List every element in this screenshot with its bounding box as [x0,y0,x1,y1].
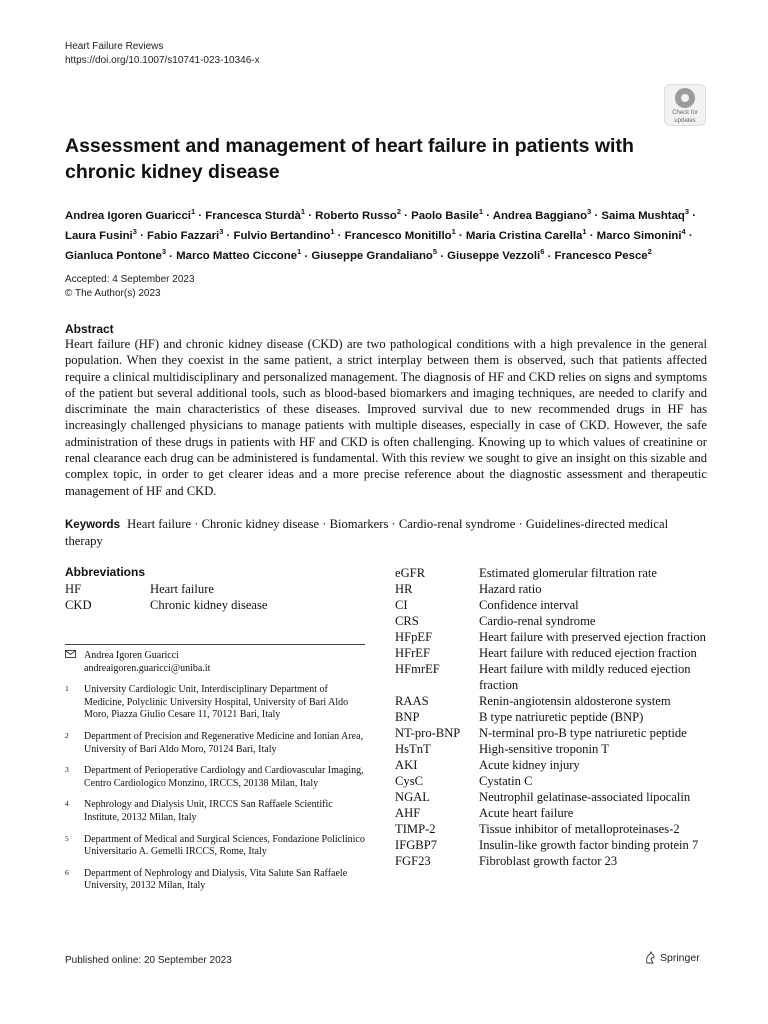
abbreviation-row [395,789,709,805]
affiliation [65,731,365,756]
author-name: Marco Matteo Ciccone$^1$ [176,247,302,263]
author-affiliation-marker: 1 [451,227,456,237]
author-affiliation-marker: 3 [684,207,690,216]
abbreviation-definition: Chronic kidney disease [150,598,268,612]
correspondence-name: Andrea Igoren Guaricci [84,650,179,661]
abbreviation-row [395,741,709,757]
abbreviation-definition: Hazard ratio [479,582,542,596]
keywords-text: Heart failure · Chronic kidney disease · Biomarkers · Cardio-renal syndrome · Guidelines-directed medical therapy [65,517,669,549]
author-affiliation-marker: 4 [681,227,686,237]
affiliation [65,834,365,859]
doi-link[interactable]: https://doi.org/10.1007/s10741-023-10346-x [65,55,260,66]
author-name: Marco Simonini$^4$ [596,227,686,243]
abbreviation-definition: B type natriuretic peptide (BNP) [479,710,644,724]
abbreviations-heading: Abbreviations [65,565,146,579]
affiliation-number: 6 [65,867,69,877]
author-name: Gianluca Pontone$^3$ [65,247,167,263]
affiliation-text: Department of Nephrology and Dialysis, Vita Salute San Raffaele University, 20132 Milan, Italy [84,867,348,892]
abbreviation-row [395,597,709,613]
affiliation [65,868,365,893]
author-name: Paolo Basile$^1$ [411,207,484,222]
footnotes [65,650,365,902]
accepted-date: Accepted: 4 September 2023 [65,274,195,285]
author-name: Francesco Pesce$^2$ [554,247,652,263]
abbreviation-term: FGF23 [395,854,431,868]
abbreviation-definition: Heart failure [150,582,214,596]
abbreviation-definition: Confidence interval [479,598,579,612]
abbreviation-term: HFpEF [395,630,433,644]
abbreviation-term: CKD [65,598,92,612]
author-affiliation-marker: 3 [161,247,167,257]
abbreviation-row [395,613,709,629]
abbreviation-row [395,661,709,693]
author-affiliation-marker: 5 [432,247,438,257]
badge-label-2: updates [674,118,696,124]
abbreviation-definition: Heart failure with reduced ejection fraction [479,646,697,660]
abbreviation-definition: Tissue inhibitor of metalloproteinases-2 [479,822,680,836]
abbreviation-term: HFrEF [395,646,430,660]
author-list: Andrea Igoren Guaricci$^1$ · Francesca Sturdà$^1$ · Roberto Russo$^2$ · Paolo Basile$^1$ · Andrea Baggiano$^3$ · Saima Mushtaq$^3$ · Laura Fusini$^3$ · Fabio Fazzari$^3$ · Fulvio Bertandino$^1$ · Francesco Monitillo$^1$ · Maria Cristina Carella$^1$ · Marco Simonini$^4$ · Gianluca Pontone$^3$ · Marco Matteo Ciccone$^1$ · Giuseppe Grandaliano$^5$ · Giuseppe Vezzoli$^6$ · Francesco Pesce$^2$ [65,207,697,263]
envelope-icon [65,650,84,675]
abbreviation-term: IFGBP7 [395,838,437,852]
article-dates [65,273,195,301]
abbreviation-definition: Fibroblast growth factor 23 [479,854,618,868]
abbreviation-row [395,725,709,741]
journal-header [65,40,260,68]
author-affiliation-marker: 1 [582,227,587,237]
abbreviation-row [395,821,709,837]
author-affiliation-marker: 1 [300,207,306,216]
correspondence-email[interactable]: andreaigoren.guaricci@uniba.it [84,662,211,674]
affiliation-number: 5 [65,833,69,843]
abbreviation-row [395,693,709,709]
abbreviation-row [395,645,709,661]
author-name: Andrea Igoren Guaricci$^1$ [65,207,196,222]
abbreviation-term: NGAL [395,790,430,804]
affiliation [65,765,365,790]
abbreviation-term: HR [395,582,413,596]
abbreviation-term: AHF [395,806,421,820]
keywords-label: Keywords [65,519,120,531]
keywords [65,516,707,550]
abbreviation-row [395,805,709,821]
paper-title: Assessment and management of heart failure in patients with chronic kidney disease [65,135,634,183]
abbreviation-definition: Acute heart failure [479,806,574,820]
abbreviation-term: HFmrEF [395,662,440,676]
author-name: Maria Cristina Carella$^1$ [465,227,587,243]
abbreviation-definition: High-sensitive troponin T [479,742,609,756]
affiliation-number: 4 [65,799,69,809]
author-name: Andrea Baggiano$^3$ [492,207,592,222]
publisher-name: Springer [660,951,700,964]
affiliation [65,799,365,824]
affiliation-number: 3 [65,765,69,775]
abbreviation-term: HsTnT [395,742,431,756]
abbreviation-definition: Neutrophil gelatinase-associated lipocalin [479,790,691,804]
affiliation-text: Department of Precision and Regenerative Medicine and Ionian Area, University of Bari Aldo Moro, 70124 Bari, Italy [84,730,364,755]
abbreviation-term: AKI [395,758,418,772]
abbreviation-term: eGFR [395,566,426,580]
correspondence [65,650,365,675]
author-name: Francesca Sturdà$^1$ [205,207,306,222]
update-icon [675,88,695,108]
affiliation [65,684,365,722]
author-affiliation-marker: 1 [478,207,484,216]
author-name: Roberto Russo$^2$ [315,207,401,222]
abbreviation-term: NT-pro-BNP [395,726,461,740]
abbreviation-term: RAAS [395,694,429,708]
abbreviation-definition: Heart failure with mildly reduced ejection fraction [479,662,691,692]
author-name: Saima Mushtaq$^3$ [601,207,690,222]
affiliation-number: 2 [65,730,69,740]
abbreviation-term: BNP [395,710,420,724]
author-name: Laura Fusini$^3$ [65,227,137,243]
author-affiliation-marker: 3 [587,207,592,216]
abbreviation-definition: N-terminal pro-B type natriuretic peptide [479,726,687,740]
affiliation-number: 1 [65,684,69,694]
abbreviation-definition: Heart failure with preserved ejection fraction [479,630,706,644]
abbreviation-row [395,757,709,773]
author-name: Fabio Fazzari$^3$ [147,227,224,243]
published-date: Published online: 20 September 2023 [65,955,232,966]
abbreviation-definition: Acute kidney injury [479,758,580,772]
author-name: Giuseppe Grandaliano$^5$ [311,247,438,263]
author-affiliation-marker: 1 [297,247,302,257]
abbreviation-row [395,709,709,725]
copyright-line: © The Author(s) 2023 [65,288,161,299]
check-for-updates-badge[interactable] [664,84,706,126]
abbreviation-definition: Cardio-renal syndrome [479,614,596,628]
abbreviation-row [395,581,709,597]
abbreviation-term: TIMP-2 [395,822,436,836]
affiliation-text: University Cardiologic Unit, Interdisciplinary Department of Medicine, Polyclinic University Hospital, University of Bari Aldo Moro, Piazza Giulio Cesare 11, 70121 Bari, Italy [84,684,349,721]
author-affiliation-marker: 3 [132,227,137,237]
abbreviation-row [395,565,709,581]
abbreviations-table-left [65,581,268,613]
footnote-divider [65,644,365,645]
abbreviation-row [65,581,268,597]
abbreviation-row [395,837,709,853]
abbreviation-term: CRS [395,614,419,628]
author-affiliation-marker: 2 [647,247,652,257]
abbreviation-term: HF [65,582,82,596]
abbreviation-row [395,773,709,789]
badge-label-1: Check for [672,110,698,116]
author-affiliation-marker: 1 [190,207,196,216]
abbreviation-definition: Renin-angiotensin aldosterone system [479,694,671,708]
publisher-logo [644,951,700,964]
abbreviation-definition: Cystatin C [479,774,533,788]
abbreviation-row [395,629,709,645]
author-name: Fulvio Bertandino$^1$ [233,227,335,243]
abbreviation-row [65,597,268,613]
springer-horse-icon [644,951,656,964]
author-affiliation-marker: 6 [540,247,545,257]
author-name: Francesco Monitillo$^1$ [344,227,456,243]
author-affiliation-marker: 3 [219,227,224,237]
affiliation-text: Department of Medical and Surgical Sciences, Fondazione Policlinico Universitario A. Gemelli IRCCS, Rome, Italy [84,833,365,858]
journal-name: Heart Failure Reviews [65,41,164,52]
author-affiliation-marker: 1 [330,227,335,237]
affiliation-text: Nephrology and Dialysis Unit, IRCCS San Raffaele Scientific Institute, 20132 Milan, Italy [84,799,333,823]
author-name: Giuseppe Vezzoli$^6$ [447,247,545,263]
abbreviation-definition: Estimated glomerular filtration rate [479,566,657,580]
author-affiliation-marker: 2 [396,207,401,216]
abstract-heading: Abstract [65,322,114,336]
abstract-text: Heart failure (HF) and chronic kidney disease (CKD) are two pathological conditions with a high prevalence in the general population. When they coexist in the same patient, a strict interplay between them is observed, such that patients affected require a clinical multidisciplinary and personalized management. The diagnosis of HF and CKD relies on signs and symptoms of the patient but several additional tools, such as blood-based biomarkers and imaging techniques, are needed to clarify and discriminate the main characteristics of these diseases. Improved survival due to new recommended drugs in HF has increasingly challenged physicians to manage patients with multiple diseases, especially in case of CKD. However, the safe administration of these drugs in patients with HF and CKD is often challenging. Knowing up to which values of creatinine or renal clearance each drug can be administered is fundamental. With this review we sought to give an insight on this sizable and complex topic, in order to get clearer ideas and a more precise reference about the diagnostic assessment and therapeutic management of HF and CKD. [65,337,707,498]
affiliation-text: Department of Perioperative Cardiology and Cardiovascular Imaging, Centro Cardiologico Monzino, IRCCS, 20138 Milan, Italy [84,765,364,789]
abbreviations-table-right [395,565,709,869]
abbreviation-row [395,853,709,869]
abbreviation-term: CI [395,598,408,612]
abbreviation-term: CysC [395,774,423,788]
abbreviation-definition: Insulin-like growth factor binding protein 7 [479,838,699,852]
